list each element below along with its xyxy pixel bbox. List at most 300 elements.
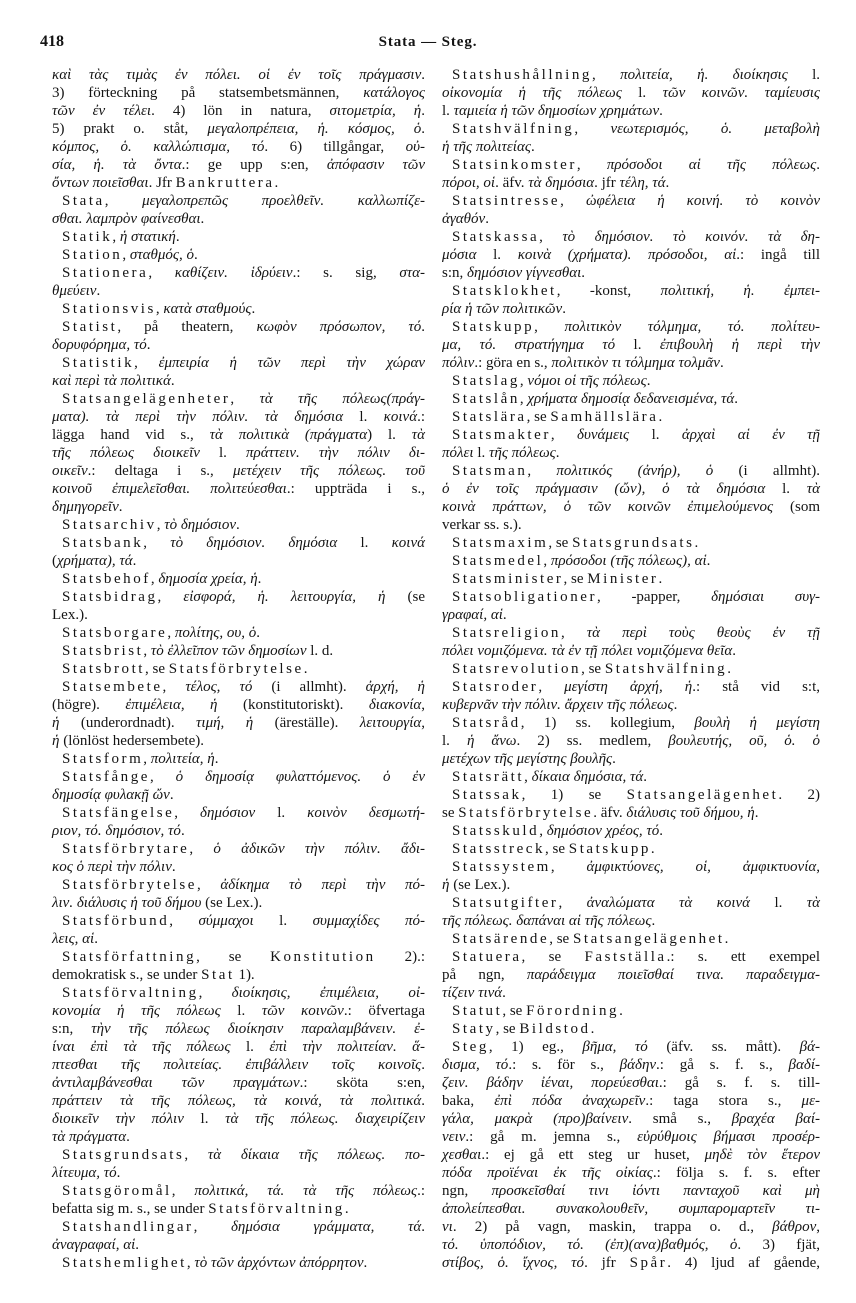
dict-line: s:n, δημόσιον γίγνεσθαι. bbox=[442, 265, 586, 281]
headword: Statsmakter bbox=[452, 427, 551, 443]
headword: Statshandlingar bbox=[62, 1219, 194, 1235]
dict-line bbox=[442, 66, 820, 84]
cross-reference: Minister bbox=[587, 571, 659, 587]
greek-text: νι bbox=[442, 1219, 453, 1235]
dict-line bbox=[442, 1254, 820, 1272]
headword: Statist bbox=[62, 319, 118, 335]
text-run: , πρόσοδοι (τῆς πόλεως), αἱ. bbox=[543, 553, 711, 569]
greek-text: οἰκονομία ἡ τῆς πόλεως bbox=[442, 85, 622, 101]
greek-text: ίναι ἐπὶ τὰ τῆς πόλεως bbox=[52, 1039, 231, 1055]
dict-line: πόλει l. τῆς πόλεως. bbox=[442, 445, 560, 461]
text-run: , se bbox=[495, 1021, 520, 1037]
dict-line: νι. 2) på vagn, maskin, trappa o. d., βάθρον, bbox=[442, 1219, 820, 1235]
greek-text: ἀπολείπεσθαι. συνακολουθεῖν, συμπαρομαρτεῖν τι bbox=[442, 1201, 815, 1217]
greek-text: οικεῖν bbox=[52, 463, 88, 479]
dict-line: διοικεῖν τὴν πόλιν l. τὰ τῆς πόλεως. διαχειρίζειν bbox=[52, 1111, 425, 1127]
text-run: 2).: bbox=[375, 949, 425, 965]
dict-line bbox=[442, 408, 820, 426]
dict-line bbox=[52, 174, 425, 192]
dict-line bbox=[52, 390, 425, 408]
greek-text: καὶ περὶ τὰ πολιτικά bbox=[52, 373, 171, 389]
text-run: , 1) eg., βῆμα, τό (äfv. ss. mått). βά- bbox=[488, 1039, 820, 1055]
dict-line: τῆς πόλεως διοικεῖν l. πράττειν. τὴν πόλιν δι- bbox=[52, 445, 425, 461]
dict-line: καὶ τὰς τιμὰς ἐν πόλει. οἱ ἐν τοῖς πράγμασιν. bbox=[52, 67, 425, 83]
headword: Statslära bbox=[452, 409, 527, 425]
headword: Statsförfattning bbox=[62, 949, 197, 965]
headword: Statslån bbox=[452, 391, 520, 407]
greek-text: τέλη, τά bbox=[619, 175, 666, 191]
greek-text: ρία ἡ τῶν πολιτικῶν bbox=[442, 301, 563, 317]
greek-text: ἀντιλαμβάνεσθαι τῶν πραγμάτων bbox=[52, 1075, 300, 1091]
column-right bbox=[442, 66, 820, 1272]
text-run: . bbox=[619, 1003, 623, 1019]
greek-text: βαδί bbox=[788, 1057, 815, 1073]
greek-text: εἰσφορά, ἡ. λειτουργία, ἡ bbox=[183, 589, 386, 605]
headword: Statsrevolution bbox=[452, 661, 582, 677]
greek-text: τίζειν τινά bbox=[442, 985, 503, 1001]
text-run: , δημόσιον l. κοινὸν δεσμωτή- bbox=[174, 805, 426, 821]
dict-line bbox=[52, 840, 425, 858]
text-run: , τὰ περὶ τοὺς θεοὺς ἐν τῇ bbox=[560, 625, 820, 641]
headword: Statsbidrag bbox=[62, 589, 158, 605]
dict-line bbox=[442, 858, 820, 876]
greek-text: βῆμα, τό bbox=[582, 1039, 648, 1055]
dict-line: ζειν. βάδην ἰέναι, πορεύεσθαι.: gå s. f. s. till- bbox=[442, 1075, 820, 1091]
text-run: , 1) se bbox=[521, 787, 627, 803]
greek-text: κωφὸν πρόσωπον, τό bbox=[256, 319, 422, 335]
dict-line: ἡ (underordnadt). τιμή, ἡ (äreställe). λειτουργία, bbox=[52, 715, 425, 731]
dict-line: γραφαί, αἱ. bbox=[442, 607, 507, 623]
dict-line: μετέχων τῆς μεγίστης βουλῆς. bbox=[442, 751, 616, 767]
dict-line bbox=[52, 516, 425, 534]
greek-text: τὸ ἐλλεῖπον τῶν δημοσίων bbox=[150, 643, 307, 659]
headword: Statsmedel bbox=[452, 553, 544, 569]
dict-line bbox=[442, 804, 820, 822]
text-run: se bbox=[442, 805, 459, 821]
dict-line: ἀντιλαμβάνεσθαι τῶν πραγμάτων.: sköta s:en, bbox=[52, 1075, 426, 1091]
headword: Statsfängelse bbox=[62, 805, 175, 821]
text-run: , πολιτικά, τά. τὰ τῆς πόλεως.: bbox=[171, 1183, 425, 1199]
greek-text: τὰ τῆς πόλεως. διαχειρίζειν bbox=[225, 1111, 425, 1127]
headword: Statsförbrytelse bbox=[62, 877, 197, 893]
headword: Statsstreck bbox=[452, 841, 546, 857]
greek-text: πολιτεία, ἡ bbox=[150, 751, 215, 767]
greek-text: δίκαια δημόσια, τά bbox=[531, 769, 644, 785]
dict-line: τίζειν τινά. bbox=[442, 985, 506, 1001]
greek-text: ἡ ἄνω bbox=[466, 733, 517, 749]
text-run: , ἡ στατική. bbox=[112, 229, 180, 245]
greek-text: γάλα, μακρὰ (προ)βαίνειν bbox=[442, 1111, 629, 1127]
dict-line bbox=[442, 426, 820, 444]
greek-text: πράττειν τὰ τῆς πόλεως, τὰ κοινά, τὰ πολιτικά bbox=[52, 1093, 422, 1109]
headword: Statsutgifter bbox=[452, 895, 559, 911]
text-run: . bbox=[344, 1201, 349, 1217]
dict-line: baka, ἐπὶ πόδα ἀναχωρεῖν.: taga stora s., με- bbox=[442, 1093, 820, 1109]
headword: Statsförbund bbox=[62, 913, 170, 929]
greek-text: τὰ τῆς πόλεως(πράγ bbox=[259, 391, 421, 407]
greek-text: καθίζειν. ἱδρύειν bbox=[174, 265, 293, 281]
text-run: , τὰ δίκαια τῆς πόλεως. πο- bbox=[184, 1147, 426, 1163]
greek-text: κονομία ἡ τῆς πόλεως bbox=[52, 1003, 221, 1019]
dict-line: δημηγορεῖν. bbox=[52, 499, 123, 515]
text-run: befatta sig m. s., se under bbox=[52, 1201, 209, 1217]
text-run: , τέλος, τό (i allmht). ἀρχή, ἡ bbox=[162, 679, 425, 695]
cross-reference: Statsangelägenhet bbox=[626, 787, 779, 803]
dict-line bbox=[52, 246, 425, 264]
greek-text: πολιτικά, τά. τὰ τῆς πόλεως bbox=[194, 1183, 418, 1199]
text-run: , ὁ ἀδικῶν τὴν πόλιν. ἄδι- bbox=[189, 841, 425, 857]
text-run: , δημόσια γράμματα, τά. bbox=[193, 1219, 425, 1235]
headword: Statsråd bbox=[452, 715, 521, 731]
dict-line: Lex.). bbox=[52, 607, 88, 623]
dict-line: δισμα, τό.: s. för s., βάδην.: gå s. f. s., βαδί- bbox=[442, 1057, 820, 1073]
greek-text: ὠφέλεια ἡ κοινή. τὸ κοινὸν bbox=[585, 193, 820, 209]
greek-text: διάλυσις τοῦ δήμου, ἡ bbox=[626, 805, 755, 821]
dict-line bbox=[52, 642, 425, 660]
greek-text: ριον, τό. δημόσιον, τό bbox=[52, 823, 181, 839]
greek-text: νόμοι οἱ τῆς πόλεως bbox=[527, 373, 647, 389]
greek-text: ἡ στατική bbox=[119, 229, 176, 245]
greek-text: χρήματα δημοσίᾳ δεδανεισμένα, τά bbox=[527, 391, 735, 407]
greek-text: πολιτικὸν τόλμημα, τό. πολίτευ bbox=[564, 319, 815, 335]
text-run: , μεγίστη ἀρχή, ἡ.: stå vid s:t, bbox=[538, 679, 821, 695]
dict-line bbox=[52, 966, 425, 984]
greek-text: ματα). τὰ περὶ τὴν πόλιν. τὰ δημόσια bbox=[52, 409, 344, 425]
greek-text: βάθρον bbox=[772, 1219, 817, 1235]
text-run: . bbox=[590, 1021, 595, 1037]
text-run: . bbox=[727, 661, 731, 677]
headword: Statsarchiv bbox=[62, 517, 157, 533]
text-run: , se bbox=[548, 535, 573, 551]
greek-text: δημηγορεῖν bbox=[52, 499, 119, 515]
text-run: , δίκαια δημόσια, τά. bbox=[524, 769, 648, 785]
dict-line bbox=[52, 678, 425, 696]
greek-text: τῆς πόλεως. δαπάναι αἱ τῆς πόλεως bbox=[442, 913, 652, 929]
greek-text: τὸ δημόσιον. δημόσια bbox=[170, 535, 338, 551]
greek-text: μετέχων τῆς μεγίστης βουλῆς bbox=[442, 751, 613, 767]
greek-text: τὸ δημόσιον bbox=[164, 517, 236, 533]
dict-line: ὁ ἐν τοῖς πράγμασιν (ὤν), ὁ τὰ δημόσια l. τὰ bbox=[442, 481, 820, 497]
dict-line: ἀγαθόν. bbox=[442, 211, 489, 227]
headword: Statsbrott bbox=[62, 661, 146, 677]
greek-text: μετέχειν τῆς πόλεως. τοῦ bbox=[232, 463, 425, 479]
text-run: .: s. ett exempel bbox=[666, 949, 820, 965]
greek-text: ἀναγραφαί, αἱ bbox=[52, 1237, 136, 1253]
text-run: , μεγαλοπρεπῶς προελθεῖν. καλλωπίζε- bbox=[104, 193, 426, 209]
dict-line bbox=[52, 228, 425, 246]
greek-text: λιν. διάλυσις ἡ τοῦ δήμου bbox=[52, 895, 202, 911]
dict-line bbox=[442, 462, 820, 480]
text-run: , 1) ss. kollegium, βουλὴ ἡ μεγίστη bbox=[520, 715, 821, 731]
headword: Statsgöromål bbox=[62, 1183, 172, 1199]
text-run: , -papper, δημόσιαι συγ- bbox=[597, 589, 820, 605]
dict-line: l. ἡ ἄνω. 2) ss. medlem, βουλευτής, οῦ, ὁ. ὁ bbox=[442, 733, 820, 749]
greek-text: καὶ τὰς τιμὰς ἐν πόλει. οἱ ἐν τοῖς πράγμασιν bbox=[52, 67, 422, 83]
headword: Statsrätt bbox=[452, 769, 525, 785]
greek-text: τῆς πόλεως διοικεῖν bbox=[52, 445, 200, 461]
text-run: , νόμοι οἱ τῆς πόλεως. bbox=[519, 373, 651, 389]
greek-text: πτεσθαι τῆς πολιτείας. ἐπιβάλλειν τοῖς κοινοῖς bbox=[52, 1057, 422, 1073]
dict-line: χεσθαι.: ej gå ett steg ur huset, μηδὲ τὸν ἕτερον bbox=[442, 1147, 820, 1163]
dict-line bbox=[52, 750, 425, 768]
greek-text: μεγίστη ἀρχή, ἡ bbox=[564, 679, 693, 695]
greek-text: τέλος, τό bbox=[185, 679, 253, 695]
text-run: , καθίζειν. ἱδρύειν.: s. sig, στα- bbox=[148, 265, 426, 281]
greek-text: τὰ περὶ τοὺς θεοὺς ἐν τῇ bbox=[586, 625, 820, 641]
text-run: . bbox=[303, 661, 308, 677]
text-run: . bbox=[658, 571, 663, 587]
cross-reference: Statsförbrytelse bbox=[458, 805, 594, 821]
dict-line bbox=[52, 1254, 425, 1272]
greek-text: βραχέα βαί bbox=[731, 1111, 815, 1127]
greek-text: τὰ δημόσια bbox=[528, 175, 595, 191]
dict-line: μόσια l. κοινὰ (χρήματα). πρόσοδοι, αἱ.: ingå till bbox=[442, 247, 820, 263]
greek-text: κυβερνᾶν τὴν πόλιν. ἄρχειν τῆς πόλεως bbox=[442, 697, 674, 713]
text-run: , χρήματα δημοσίᾳ δεδανεισμένα, τά. bbox=[519, 391, 738, 407]
dict-line: κυβερνᾶν τὴν πόλιν. ἄρχειν τῆς πόλεως. bbox=[442, 697, 678, 713]
dict-line: ἡ (se Lex.). bbox=[442, 877, 511, 893]
greek-text: πράττειν. τὴν πόλιν δι bbox=[246, 445, 420, 461]
dict-line bbox=[52, 534, 425, 552]
greek-text: μηδὲ τὸν ἕτερον bbox=[704, 1147, 820, 1163]
dict-line bbox=[52, 804, 425, 822]
text-run: , τὸ δημόσιον. bbox=[156, 517, 240, 533]
cross-reference: Bankruttera bbox=[175, 175, 275, 191]
greek-text: πολίτης, ου, ὁ bbox=[174, 625, 257, 641]
dict-line bbox=[52, 1200, 425, 1218]
text-run: , -konst, πολιτική, ἡ. ἐμπει- bbox=[556, 283, 820, 299]
dict-line: ἡ τῆς πολιτείας. bbox=[442, 139, 535, 155]
dict-line: κος ὁ περὶ τὴν πόλιν. bbox=[52, 859, 176, 875]
greek-text: ἡ bbox=[52, 733, 60, 749]
headword: Statsinkomster bbox=[452, 157, 577, 173]
dict-line bbox=[52, 660, 425, 678]
cross-reference: Statsgrundsats bbox=[572, 535, 695, 551]
headword: Statsbank bbox=[62, 535, 144, 551]
dict-line: ἡ (lönlöst hedersembete). bbox=[52, 733, 204, 749]
headword: Statsborgare bbox=[62, 625, 168, 641]
greek-text: πόδα προϊέναι ἐκ τῆς οἰκίας bbox=[442, 1165, 653, 1181]
text-run: , ὠφέλεια ἡ κοινή. τὸ κοινὸν bbox=[560, 193, 820, 209]
text-run: , ὁ δημοσίᾳ φυλαττόμενος. ὁ ἐν bbox=[149, 769, 425, 785]
greek-text: χρήματα), τά bbox=[57, 553, 133, 569]
greek-text: τῆς πόλεως bbox=[489, 445, 556, 461]
headword: Statsfånge bbox=[62, 769, 150, 785]
dict-line: λεις, αἱ. bbox=[52, 931, 98, 947]
text-run: , εἰσφορά, ἡ. λειτουργία, ἡ (se bbox=[157, 589, 425, 605]
dict-line bbox=[442, 228, 820, 246]
cross-reference: Förordning bbox=[526, 1003, 620, 1019]
greek-text: πολιτικός (ἀνήρ), ὁ bbox=[556, 463, 714, 479]
greek-text: ἡ τῆς πολιτείας bbox=[442, 139, 531, 155]
text-run: , κατὰ σταθμούς. bbox=[155, 301, 256, 317]
greek-text: ἀγαθόν bbox=[442, 211, 486, 227]
dict-line bbox=[442, 948, 820, 966]
greek-text: με bbox=[801, 1093, 815, 1109]
headword: Statssystem bbox=[452, 859, 551, 875]
greek-text: τὰ bbox=[806, 895, 821, 911]
greek-text: τὰ πολιτικὰ (πράγματα bbox=[209, 427, 368, 443]
greek-text: διοικεῖν τὴν πόλιν bbox=[52, 1111, 184, 1127]
greek-text: παράδειγμα ποιεῖσθαί τινα. παραδειγμα bbox=[526, 967, 815, 983]
dict-line bbox=[52, 354, 425, 372]
text-run: , τὸ τῶν ἀρχόντων ἀπόρρητον. bbox=[186, 1255, 368, 1271]
dict-line bbox=[52, 1146, 425, 1164]
greek-text: προσκεῖσθαί τινι ἰόντι πανταχοῦ καὶ μὴ bbox=[491, 1183, 820, 1199]
text-run: , διοίκησις, ἐπιμέλεια, οἰ- bbox=[198, 985, 426, 1001]
dict-line: θμεύειν. bbox=[52, 283, 101, 299]
greek-text: δημόσιαι συγ bbox=[711, 589, 815, 605]
text-run: , πολίτης, ου, ὁ. bbox=[167, 625, 261, 641]
dict-line: πράττειν τὰ τῆς πόλεως, τὰ κοινά, τὰ πολιτικά. bbox=[52, 1093, 425, 1109]
dict-line: οἰκονομία ἡ τῆς πόλεως l. τῶν κοινῶν. ταμίευσις bbox=[442, 85, 820, 101]
dict-line: verkar ss. s.). bbox=[442, 517, 522, 533]
greek-text: πολιτεία, ἡ. διοίκησις bbox=[620, 67, 788, 83]
greek-text: σία, ἡ. τὰ ὄντα bbox=[52, 157, 182, 173]
greek-text: πρόσοδοι αἱ τῆς πόλεως bbox=[606, 157, 817, 173]
headword: Statslag bbox=[452, 373, 520, 389]
greek-text: τὸ δημόσιον. τὸ κοινόν. τὰ δη bbox=[562, 229, 815, 245]
dict-line: πόδα προϊέναι ἐκ τῆς οἰκίας.: följa s. f. s. efter bbox=[442, 1165, 820, 1181]
text-run: , se bbox=[145, 661, 169, 677]
greek-text: κοινὰ (χρήματα). πρόσοδοι, αἱ bbox=[517, 247, 737, 263]
greek-text: κοινὸν δεσμωτή bbox=[307, 805, 421, 821]
greek-text: χεσθαι bbox=[442, 1147, 482, 1163]
headword: Statsmaxim bbox=[452, 535, 549, 551]
dict-line bbox=[52, 768, 425, 786]
dict-line bbox=[442, 768, 820, 786]
dict-line: γάλα, μακρὰ (προ)βαίνειν. små s., βραχέα βαί- bbox=[442, 1111, 820, 1127]
dict-line: τὰ πράγματα. bbox=[52, 1129, 130, 1145]
headword: Statsroder bbox=[452, 679, 539, 695]
greek-text: δυνάμεις bbox=[577, 427, 630, 443]
dict-line: νειν.: gå m. jemna s., εὐρύθμοις βήμασι προσέρ- bbox=[442, 1129, 820, 1145]
greek-text: διακονία bbox=[368, 697, 422, 713]
text-run: , se bbox=[526, 409, 551, 425]
greek-text: κοινά bbox=[391, 535, 426, 551]
greek-text: βουλευτής, οῦ, ὁ. ὁ bbox=[668, 733, 820, 749]
greek-text: βουλὴ ἡ μεγίστη bbox=[694, 715, 821, 731]
dict-line bbox=[442, 588, 820, 606]
text-run: . bbox=[724, 931, 729, 947]
dict-line bbox=[442, 660, 820, 678]
text-run: , se bbox=[545, 841, 569, 857]
dict-line: ἀναγραφαί, αἱ. bbox=[52, 1237, 140, 1253]
dict-line bbox=[52, 948, 425, 966]
greek-text: τὰ bbox=[806, 481, 820, 497]
headword: Statsminister bbox=[452, 571, 564, 587]
greek-text: δημοσία χρεία, ἡ bbox=[158, 571, 258, 587]
greek-text: πολιτική, ἡ. ἐμπει bbox=[660, 283, 815, 299]
greek-text: κοινά bbox=[383, 409, 418, 425]
text-run: στίβος, ὁ. ἴχνος, τό. jfr bbox=[442, 1255, 630, 1271]
greek-text: ἐπὶ τὴν πολιτείαν. ἅ bbox=[269, 1039, 421, 1055]
headword: Statskupp bbox=[452, 319, 535, 335]
greek-text: σύμμαχοι bbox=[198, 913, 254, 929]
headword: Statssak bbox=[452, 787, 522, 803]
headword: Station bbox=[62, 247, 123, 263]
text-run: , se bbox=[196, 949, 271, 965]
dict-line: 5) prakt o. ståt, μεγαλοπρέπεια, ἡ. κόσμος, ὁ. bbox=[52, 121, 426, 137]
dict-line: λίτευμα, τό. bbox=[52, 1165, 121, 1181]
greek-text: κατὰ σταθμούς bbox=[163, 301, 252, 317]
text-run: , δημοσία χρεία, ἡ. bbox=[150, 571, 262, 587]
greek-text: εὐρύθμοις βήμασι προσέρ bbox=[637, 1129, 815, 1145]
text-run: . bbox=[650, 841, 655, 857]
dict-line: πόλει νομιζόμενα. τὰ ἐν τῇ πόλει νομιζόμενα θεῖα. bbox=[442, 643, 736, 659]
dict-line: τῆς πόλεως. δαπάναι αἱ τῆς πόλεως. bbox=[442, 913, 656, 929]
dict-line bbox=[52, 588, 425, 606]
greek-text: λειτουργία bbox=[359, 715, 422, 731]
dict-line: ίναι ἐπὶ τὰ τῆς πόλεως l. ἐπὶ τὴν πολιτείαν. ἅ- bbox=[52, 1039, 426, 1055]
greek-text: πόλιν bbox=[442, 355, 475, 371]
dict-line bbox=[442, 930, 820, 948]
greek-text: θμεύειν bbox=[52, 283, 97, 299]
cross-reference: Konstitution bbox=[270, 949, 376, 965]
dict-line bbox=[442, 822, 820, 840]
text-run: , se bbox=[502, 1003, 527, 1019]
dict-line bbox=[442, 786, 820, 804]
headword: Statsangelägenheter bbox=[62, 391, 231, 407]
dict-line: πόροι, οἱ. äfv. τὰ δημόσια. jfr τέλη, τά. bbox=[442, 175, 670, 191]
dict-line bbox=[52, 264, 425, 282]
greek-text: μα, τό. στρατήγημα τό bbox=[442, 337, 616, 353]
text-run: . 2) bbox=[778, 787, 820, 803]
headword: Statsskuld bbox=[452, 823, 540, 839]
dict-line: lägga hand vid s., τὰ πολιτικὰ (πράγματα) l. τὰ bbox=[52, 427, 425, 443]
column-left bbox=[52, 66, 425, 1272]
dict-line: τό. ὑποπόδιον, τό. (ἐπ)(ανα)βαθμός, ὁ. 3) fjät, bbox=[442, 1237, 820, 1253]
dict-line bbox=[442, 120, 820, 138]
headword: Statut bbox=[452, 1003, 503, 1019]
headword: Stata bbox=[62, 193, 105, 209]
headword: Statsobligationer bbox=[452, 589, 598, 605]
text-run: , se bbox=[549, 931, 573, 947]
text-run: , δημόσιον χρέος, τό. bbox=[539, 823, 664, 839]
text-run: , πολιτικός (ἀνήρ), ὁ (i allmht). bbox=[527, 463, 820, 479]
dict-line: (högre). ἐπιμέλεια, ἡ (konstitutoriskt). διακονία, bbox=[52, 697, 425, 713]
greek-text: δημόσια γράμματα, τά bbox=[230, 1219, 422, 1235]
text-run: . 4) ljud af gående, bbox=[667, 1255, 820, 1271]
text-run: demokratisk s., se under bbox=[52, 967, 202, 983]
greek-text: διοίκησις, ἐπιμέλεια, οἰ bbox=[231, 985, 421, 1001]
dict-line: κονομία ἡ τῆς πόλεως l. τῶν κοινῶν.: öfvertaga bbox=[52, 1003, 425, 1019]
dict-line: οικεῖν.: deltaga i s., μετέχειν τῆς πόλεως. τοῦ bbox=[52, 463, 425, 479]
greek-text: κοινοῦ ἐπιμελεῖσθαι. πολιτεύεσθαι bbox=[52, 481, 287, 497]
dict-line: λιν. διάλυσις ἡ τοῦ δήμου (se Lex.). bbox=[52, 895, 263, 911]
greek-text: πρόσοδοι (τῆς πόλεως), αἱ bbox=[550, 553, 707, 569]
text-run: , τὸ δημόσιον. τὸ κοινόν. τὰ δη- bbox=[539, 229, 820, 245]
greek-text: σταθμός, ὁ bbox=[129, 247, 194, 263]
greek-text: ἀναλώματα τὰ κοινά bbox=[586, 895, 751, 911]
dict-line bbox=[442, 552, 820, 570]
text-run: , τὸ ἐλλεῖπον τῶν δημοσίων l. d. bbox=[143, 643, 334, 659]
text-run: , τὰ τῆς πόλεως(πράγ- bbox=[230, 391, 426, 407]
dict-line bbox=[442, 714, 820, 732]
dict-line: κόμπος, ὁ. καλλώπισμα, τό. 6) tillgångar, οὐ- bbox=[52, 139, 426, 155]
text-run: , se bbox=[521, 949, 585, 965]
headword: Statsklokhet bbox=[452, 283, 557, 299]
dict-line: κοινοῦ ἐπιμελεῖσθαι. πολιτεύεσθαι.: uppträda i s., bbox=[52, 481, 426, 497]
greek-text: δισμα, τό bbox=[442, 1057, 509, 1073]
dict-line: l. ταμιεία ἡ τῶν δημοσίων χρημάτων. bbox=[442, 103, 663, 119]
dict-line: (χρήματα), τά. bbox=[52, 553, 137, 569]
headword: Statshemlighet bbox=[62, 1255, 187, 1271]
text-run: ὄντων ποιεῖσθαι. Jfr bbox=[52, 175, 176, 191]
dict-line bbox=[52, 192, 425, 210]
greek-text: ὄντων ποιεῖσθαι bbox=[52, 175, 149, 191]
dict-line bbox=[52, 984, 425, 1002]
